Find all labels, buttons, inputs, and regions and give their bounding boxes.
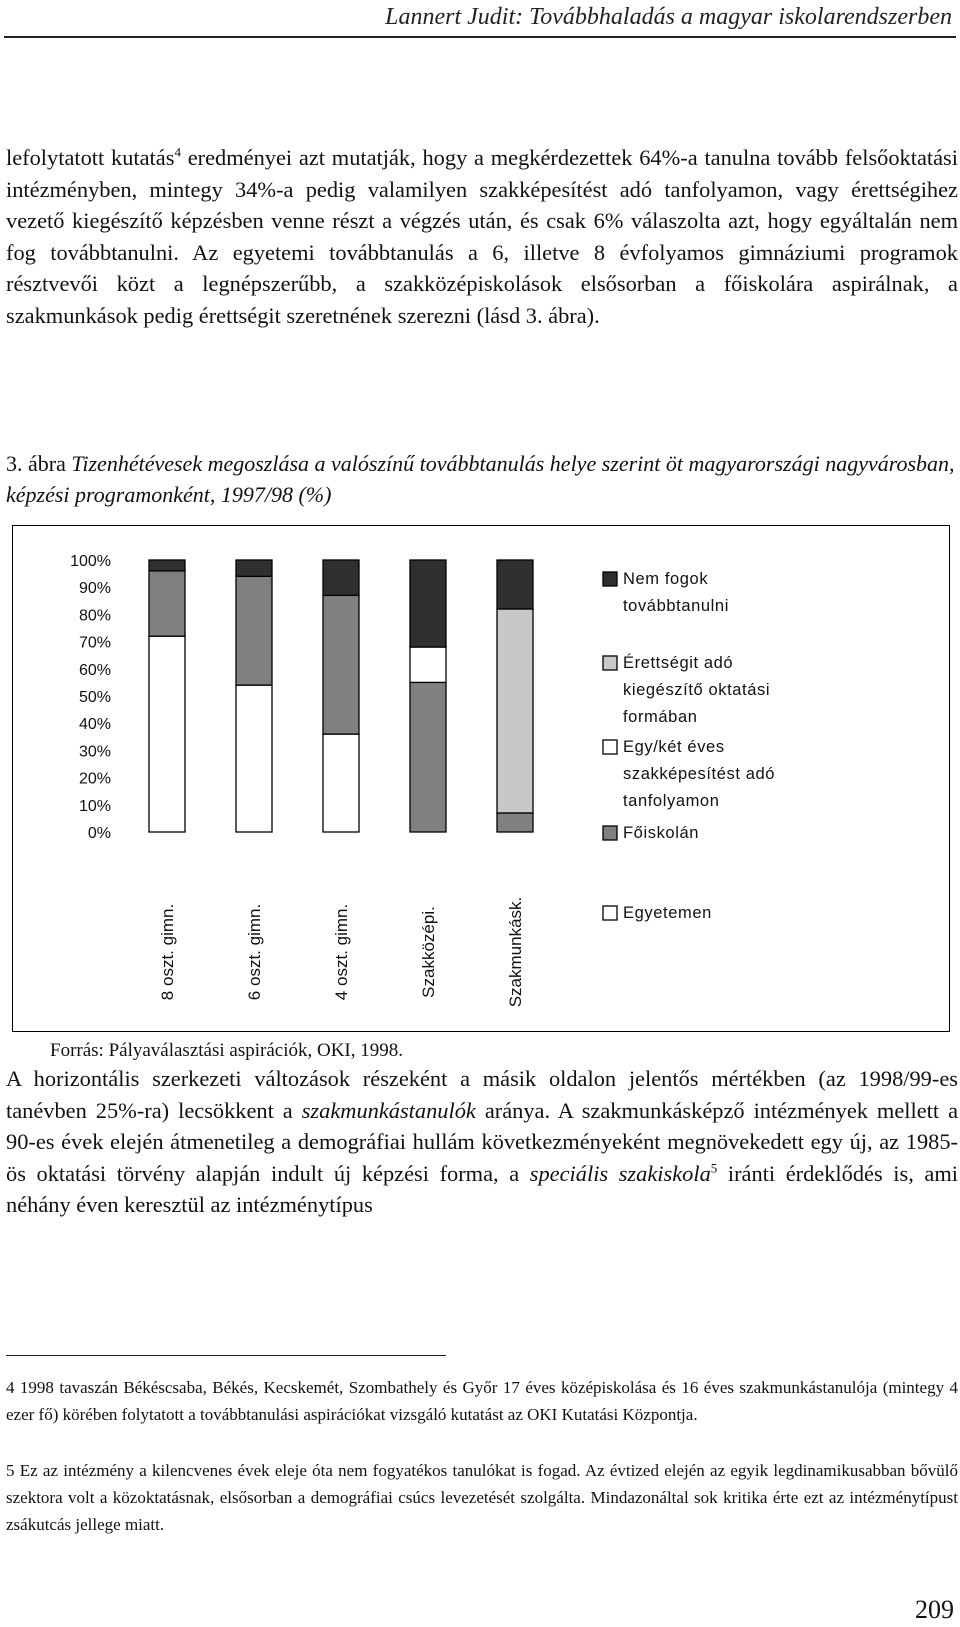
- footnote-ref-5[interactable]: 5: [710, 1160, 718, 1176]
- bar-segment: [410, 647, 446, 682]
- bar-segment: [149, 571, 185, 636]
- bar-segment: [149, 636, 185, 832]
- x-category-label: 8 oszt. gimn.: [158, 903, 177, 1001]
- legend-swatch: [603, 572, 617, 586]
- legend-swatch: [603, 826, 617, 840]
- term-specialis-szakiskola: speciális szakiskola: [529, 1160, 711, 1186]
- legend-label: Érettségit adó: [623, 654, 734, 672]
- legend-label: Főiskolán: [623, 824, 700, 842]
- y-tick-label: 90%: [78, 580, 111, 598]
- y-tick-label: 50%: [78, 689, 111, 706]
- paragraph-2-middle: aránya. A szakmunkásképző intézmények mellett a 90-es évek elején átmenetileg a demográfiai hullám következményeként megnövekedett egy új, az 1985-ös oktatási törvény alapján indult új képzési forma, a: [6, 1097, 959, 1186]
- figure-number: 3. ábra: [6, 451, 66, 476]
- bar-segment: [410, 560, 446, 647]
- paragraph-2-end: iránti érdeklődés is, ami néhány éven keresztül az intézménytípus: [6, 1160, 958, 1217]
- chart-frame: [12, 525, 950, 1032]
- x-category-label: Szakmunkásk.: [506, 896, 525, 1008]
- y-tick-label: 0%: [87, 825, 111, 842]
- paragraph-1-rest: eredményei azt mutatják, hogy a megkérdezettek 64%-a tanulna tovább felsőoktatási intézményben, mintegy 34%-a pedig valamilyen szakképesítést adó tanfolyamon, vagy érettségihez vezető kiegészítő képzésben venne részt a végzés után, és csak 6% válaszolta azt, hogy egyáltalán nem fog továbbtanulni. Az egyetemi továbbtanulás a 6, illetve 8 évfolyamos gimnáziumi programok résztvevői közt a legnépszerűbb, a szakközépiskolások elsősorban a főiskolára aspirálnak, a szakmunkások pedig érettségit szeretnének szerezni (lásd 3. ábra).: [6, 145, 958, 328]
- x-category-label: 6 oszt. gimn.: [245, 903, 264, 1001]
- bar-segment: [497, 609, 533, 813]
- legend-label: formában: [623, 708, 698, 726]
- y-tick-label: 100%: [70, 553, 111, 570]
- figure-caption: [6, 448, 958, 510]
- paragraph-2: [6, 1063, 958, 1221]
- bar-segment: [323, 560, 359, 595]
- y-tick-label: 60%: [78, 661, 111, 679]
- bar-segment: [236, 560, 272, 576]
- bar-segment: [323, 734, 359, 832]
- footnote-ref-4[interactable]: 4: [174, 144, 181, 160]
- paragraph-1-start: lefolytatott kutatás: [6, 145, 175, 170]
- x-category-label: 4 oszt. gimn.: [332, 903, 351, 1001]
- legend-label: kiegészítő oktatási: [623, 681, 771, 699]
- legend-label: tanfolyamon: [623, 792, 720, 810]
- footnote-5: 5 Ez az intézmény a kilencvenes évek eleje óta nem fogyatékos tanulókat is fogad. Az évtized elején az egyik legdinamikusabban bővülő szektora volt a közoktatásnak, elsősorban a demográfiai csúcs levezetését szolgálta. Mindazonáltal sok kritika érte ezt az intézménytípust zsákutcás jellege miatt.: [6, 1461, 958, 1534]
- legend-label: Nem fogok: [623, 570, 709, 588]
- legend-swatch: [603, 656, 617, 670]
- bar-segment: [497, 560, 533, 609]
- bar-segment: [236, 685, 272, 832]
- bar-segment: [149, 560, 185, 571]
- bar-segment: [323, 595, 359, 734]
- footnote-rule: [6, 1355, 446, 1356]
- x-category-label: Szakközépi.: [419, 906, 438, 998]
- y-tick-label: 20%: [78, 770, 111, 788]
- running-head: Lannert Judit: Továbbhaladás a magyar iskolarendszerben: [385, 4, 952, 30]
- paragraph-2-start: A horizontális szerkezeti változások részeként a másik oldalon jelentős mértékben (az 1998/99-es tanévben 25%-ra) lecsökkent a: [6, 1066, 958, 1123]
- bar-segment: [497, 813, 533, 832]
- y-tick-label: 10%: [78, 797, 111, 815]
- figure-source: Forrás: Pályaválasztási aspirációk, OKI, 1998.: [50, 1040, 403, 1061]
- y-tick-label: 40%: [78, 716, 111, 734]
- legend-label: Egy/két éves: [623, 738, 725, 756]
- figure-title: Tizenhétévesek megoszlása a valószínű továbbtanulás helye szerint öt magyarországi nagyvárosban, képzési programonként, 1997/98 (%): [6, 451, 955, 507]
- stacked-bar-chart: [13, 526, 949, 1031]
- legend-label: szakképesítést adó: [623, 765, 776, 783]
- legend-label: továbbtanulni: [623, 597, 729, 615]
- y-tick-label: 80%: [78, 607, 111, 625]
- bar-segment: [410, 682, 446, 832]
- legend-swatch: [603, 906, 617, 920]
- term-szakmunkastanulok: szakmunkástanulók: [301, 1097, 476, 1123]
- legend-swatch: [603, 740, 617, 754]
- page-number: 209: [915, 1595, 954, 1624]
- y-tick-label: 30%: [78, 743, 111, 761]
- header-rule: [4, 36, 956, 38]
- legend-label: Egyetemen: [623, 904, 712, 922]
- footnote-4: 4 1998 tavaszán Békéscsaba, Békés, Kecskemét, Szombathely és Győr 17 éves középiskolása és 16 éves szakmunkástanulója (mintegy 4 ezer fő) körében folytatott a továbbtanulási aspirációkat vizsgáló kutatást az OKI Kutatási Központja.: [6, 1378, 958, 1424]
- bar-segment: [236, 576, 272, 685]
- y-tick-label: 70%: [78, 634, 111, 652]
- paragraph-1: [6, 142, 958, 331]
